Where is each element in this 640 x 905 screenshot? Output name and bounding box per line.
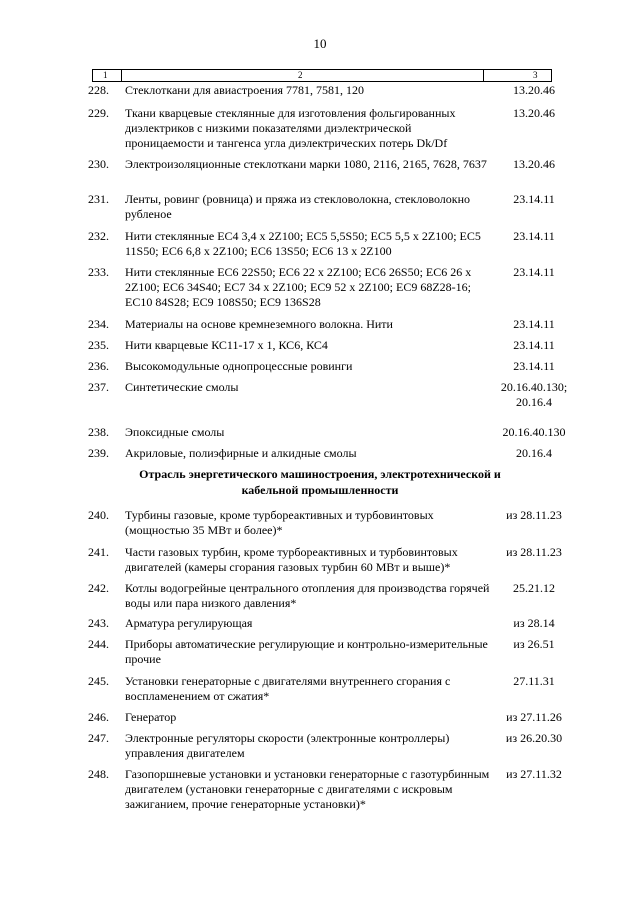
- row-number: 229.: [88, 106, 109, 120]
- row-text: Ленты, ровинг (ровница) и пряжа из стекловолокна, стекловолокно рубленое: [125, 192, 471, 221]
- row-code: 25.21.12: [513, 581, 555, 595]
- row-code: 13.20.46: [513, 157, 555, 171]
- row-text: Котлы водогрейные центрального отопления для производства горячей воды или пара низкого давления*: [125, 581, 490, 610]
- header-col-3: 3: [533, 70, 538, 80]
- row-code: из 27.11.32: [506, 767, 562, 781]
- row-number: 237.: [88, 380, 109, 394]
- row-code: из 28.11.23: [506, 545, 562, 559]
- row-number: 244.: [88, 637, 109, 651]
- row-text: Нити стеклянные ЕС6 22S50; ЕС6 22 х 2Z100; ЕС6 26S50; ЕС6 26 х 2Z100; ЕС6 34S40; ЕС7 34 х 2Z100; ЕС9 52 х 2Z100; ЕС9 68Z28-16; ЕС10 84S28; ЕС9 108S50; ЕС9 136S28: [125, 265, 472, 309]
- row-code: 20.16.4: [516, 446, 552, 460]
- table-header: [92, 69, 552, 82]
- row-code: 20.16.40.130: [502, 425, 566, 439]
- row-code: 23.14.11: [513, 338, 555, 352]
- row-number: 230.: [88, 157, 109, 171]
- section-heading: Отрасль энергетического машиностроения, электротехнической и кабельной промышленности: [139, 467, 501, 497]
- header-col-2: 2: [298, 70, 303, 80]
- page-number: 10: [313, 36, 327, 51]
- row-text: Газопоршневые установки и установки генераторные с газотурбинным двигателем (установки генераторные с двигателями с искровым зажиганием, прочие генераторные установки)*: [125, 767, 490, 811]
- row-text: Арматура регулирующая: [125, 616, 253, 630]
- row-text: Стеклоткани для авиастроения 7781, 7581, 120: [125, 83, 365, 97]
- row-text: Части газовых турбин, кроме турбореактивных и турбовинтовых двигателей (камеры сгорания газовых турбин 60 МВт и выше)*: [125, 545, 458, 574]
- row-text: Материалы на основе кремнеземного волокна. Нити: [125, 317, 393, 331]
- row-number: 242.: [88, 581, 109, 595]
- row-text: Установки генераторные с двигателями внутреннего сгорания с воспламенением от сжатия*: [125, 674, 451, 703]
- row-text: Высокомодульные однопроцессные ровинги: [125, 359, 353, 373]
- row-number: 233.: [88, 265, 109, 279]
- row-code: 20.16.40.130; 20.16.4: [500, 380, 568, 409]
- row-text: Нити кварцевые КС11-17 х 1, КС6, КС4: [125, 338, 328, 352]
- row-number: 247.: [88, 731, 109, 745]
- row-code: из 26.51: [513, 637, 555, 651]
- row-number: 239.: [88, 446, 109, 460]
- row-number: 246.: [88, 710, 109, 724]
- row-text: Приборы автоматические регулирующие и контрольно-измерительные прочие: [125, 637, 488, 666]
- row-number: 228.: [88, 83, 109, 97]
- row-text: Электронные регуляторы скорости (электронные контроллеры) управления двигателем: [125, 731, 450, 760]
- row-text: Электроизоляционные стеклоткани марки 1080, 2116, 2165, 7628, 7637: [125, 157, 487, 171]
- header-col-1: 1: [103, 70, 108, 80]
- row-number: 248.: [88, 767, 109, 781]
- row-text: Эпоксидные смолы: [125, 425, 225, 439]
- row-text: Нити стеклянные ЕС4 3,4 х 2Z100; ЕС5 5,5S50; ЕС5 5,5 х 2Z100; ЕС5 11S50; ЕС6 6,8 х 2Z100; ЕС6 13S50; ЕС6 13 х 2Z100: [125, 229, 481, 258]
- row-code: из 28.11.23: [506, 508, 562, 522]
- row-code: из 27.11.26: [506, 710, 562, 724]
- row-text: Акриловые, полиэфирные и алкидные смолы: [125, 446, 357, 460]
- row-text: Ткани кварцевые стеклянные для изготовления фольгированных диэлектриков с низкими показателями диэлектрической проницаемости и тангенса угла диэлектрических потерь Dk/Df: [125, 106, 456, 150]
- row-code: 23.14.11: [513, 192, 555, 206]
- header-divider: [483, 70, 484, 81]
- row-number: 245.: [88, 674, 109, 688]
- row-code: 27.11.31: [513, 674, 555, 688]
- row-number: 234.: [88, 317, 109, 331]
- row-code: 13.20.46: [513, 83, 555, 97]
- row-number: 240.: [88, 508, 109, 522]
- row-code: 23.14.11: [513, 265, 555, 279]
- row-text: Генератор: [125, 710, 177, 724]
- row-code: 23.14.11: [513, 317, 555, 331]
- row-text: Синтетические смолы: [125, 380, 239, 394]
- row-code: 23.14.11: [513, 229, 555, 243]
- row-code: 13.20.46: [513, 106, 555, 120]
- row-text: Турбины газовые, кроме турбореактивных и турбовинтовых (мощностью 35 МВт и более)*: [125, 508, 434, 537]
- header-divider: [121, 70, 122, 81]
- row-code: из 28.14: [513, 616, 555, 630]
- row-number: 243.: [88, 616, 109, 630]
- row-code: из 26.20.30: [505, 731, 563, 745]
- row-number: 241.: [88, 545, 109, 559]
- row-code: 23.14.11: [513, 359, 555, 373]
- row-number: 232.: [88, 229, 109, 243]
- row-number: 238.: [88, 425, 109, 439]
- row-number: 236.: [88, 359, 109, 373]
- row-number: 231.: [88, 192, 109, 206]
- row-number: 235.: [88, 338, 109, 352]
